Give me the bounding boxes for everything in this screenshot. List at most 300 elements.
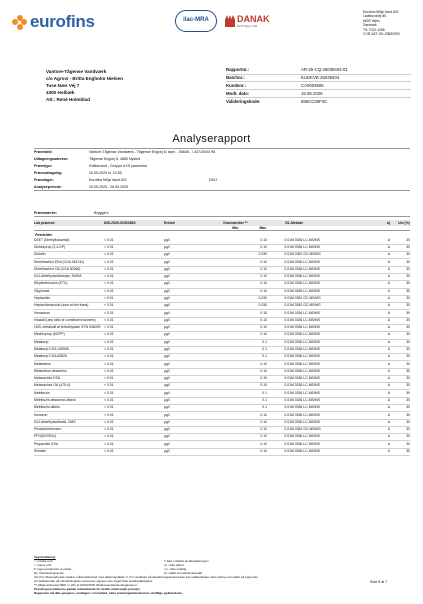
legend-note: a) Usikkerheder på mikrobiologiske parametre oplyses som logaritmisk standardafvigelse [34, 579, 153, 584]
cell-unit: µg/l [164, 310, 170, 315]
cell-result: < 0.01 [104, 245, 114, 250]
cell-unit: µg/l [164, 346, 170, 351]
table-row [34, 405, 410, 412]
table-row [34, 354, 410, 361]
cell-min [204, 332, 239, 334]
meta-label: Batchnr.: [226, 75, 245, 81]
cell-dl: 0.01 [284, 346, 291, 351]
cell-max: 0.10 [260, 434, 267, 439]
cell-accreditation: A [387, 427, 390, 432]
cell-unit: µg/l [164, 296, 170, 300]
cell-dl: 0.01 [284, 317, 291, 322]
header-method: Metode [291, 221, 304, 225]
cell-min [204, 289, 239, 291]
cell-method: M 0336 LC-MS/MS [291, 368, 320, 373]
company-address-line: Tlf: 7022 4256 [363, 27, 385, 32]
cell-dl: 0.01 [284, 448, 291, 453]
cell-min [204, 383, 239, 385]
meta-value: 15.05.2025 [301, 90, 323, 96]
cell-dl: 0.01 [284, 245, 291, 250]
cell-min [204, 420, 239, 422]
cell-method: M 0336 LC-MS/MS [291, 376, 320, 381]
cell-min [204, 434, 239, 436]
cell-method: M 0336 LC-MS/MS [291, 434, 320, 439]
cell-accreditation: A [387, 266, 390, 271]
cell-uncertainty: 30 [406, 354, 410, 359]
cell-result: < 0.01 [104, 361, 114, 366]
cell-min [204, 340, 239, 342]
cell-parameter: Metazachlor ESA [34, 376, 61, 381]
company-address-line: CVR-VAT: DK-29822990 [363, 32, 400, 37]
cell-unit: µg/l [164, 412, 170, 417]
cell-accreditation: A [387, 325, 390, 330]
cell-uncertainty: 30 [406, 317, 410, 322]
recipient-line: Tuse Næs Vej 7 [46, 83, 80, 89]
table-row [34, 303, 410, 310]
cell-method: M 0336 LC-MS/MS [291, 405, 320, 410]
cell-uncertainty: 30 [406, 303, 410, 308]
cell-result: < 0.01 [104, 376, 114, 381]
cell-method: M 0352 GC-MS/MS [291, 296, 321, 300]
table-row [34, 281, 410, 288]
cell-dl: 0.01 [284, 376, 291, 381]
cell-max: 0.1 [262, 390, 267, 395]
cell-uncertainty: 30 [406, 266, 410, 271]
company-address [363, 10, 400, 37]
cell-parameter: Imazalil (any ratio of constituent isomers) [34, 317, 96, 322]
cell-method: M 0336 LC-MS/MS [291, 397, 320, 402]
sample-info-row [34, 149, 410, 156]
table-row [34, 369, 410, 376]
cell-method: M 0336 LC-MS/MS [291, 383, 320, 388]
cell-min [204, 252, 239, 254]
cell-unit: µg/l [164, 405, 170, 410]
company-address-line: Danmark [363, 23, 377, 28]
table-row [34, 420, 410, 427]
header-param: Lab prøvenr: [34, 221, 56, 225]
cell-result: < 0.01 [104, 354, 114, 359]
cell-method: M 0336 LC-MS/MS [291, 448, 320, 453]
table-row [34, 325, 410, 332]
header-result: 835-2025-01500892 [104, 221, 136, 225]
legend-item: <: mindre end [34, 559, 53, 564]
company-address-line: Eurofins Miljø Vand A/S [363, 10, 399, 14]
cell-method: M 0336 LC-MS/MS [291, 361, 320, 366]
cell-accreditation: A [387, 434, 390, 439]
logo-text: eurofins [30, 12, 95, 31]
cell-dl: 0.01 [284, 412, 291, 417]
cell-method: M 0336 LC-MS/MS [291, 332, 320, 337]
cell-max: 0.1 [262, 339, 267, 344]
cell-max: 0.10 [260, 412, 267, 417]
cell-dl: 0.01 [284, 252, 291, 257]
cell-dl: 0.01 [284, 310, 291, 315]
cell-result: < 0.01 [104, 332, 114, 337]
cell-max: 0.030 [258, 296, 267, 300]
header-unit: Enhed [164, 221, 175, 225]
cell-dl: 0.01 [284, 281, 291, 286]
meta-row [226, 97, 411, 105]
cell-unit: µg/l [164, 383, 170, 388]
footer-note: Rapporten må ikke gengives, undtagen i sin helhed, uden prøvningslaboratoriets skriftlige godkendelse. [34, 591, 183, 596]
cell-uncertainty: 30 [406, 252, 410, 257]
cell-accreditation: A [387, 296, 390, 300]
meta-label: Rapportnr.: [226, 67, 250, 73]
cell-result: < 0.01 [104, 412, 114, 417]
cell-accreditation: A [387, 390, 390, 395]
cell-accreditation: A [387, 237, 390, 242]
cell-result: < 0.01 [104, 390, 114, 395]
cell-min [204, 310, 239, 312]
table-body [34, 238, 410, 456]
cell-unit: µg/l [164, 390, 170, 395]
cell-result: < 0.01 [104, 303, 114, 308]
cell-uncertainty: 30 [406, 245, 410, 250]
header-min: Min. [232, 226, 239, 231]
cell-unit: µg/l [164, 419, 170, 424]
cell-parameter: Pentachlorbenzen [34, 427, 62, 432]
sample-info-row [34, 177, 410, 184]
table-row [34, 252, 410, 259]
eurofins-mark-icon [12, 15, 27, 30]
recipient-line: 4300 Holbæk [46, 90, 75, 96]
cell-accreditation: A [387, 441, 390, 446]
company-address-line: Ladelundvej 85 [363, 14, 387, 19]
legend-item: >: større end [34, 563, 52, 568]
cell-result: < 0.01 [104, 288, 114, 293]
cell-min [204, 347, 239, 349]
cell-result: < 0.01 [104, 259, 114, 264]
table-row [34, 274, 410, 281]
cell-result: < 0.01 [104, 405, 114, 410]
table-row [34, 449, 410, 456]
legend-item: DL: Detektionsgrænse [34, 571, 64, 576]
cell-min [204, 318, 239, 320]
group-label: Pesticider [35, 232, 53, 237]
cell-parameter: Dimethachlor ESA (CGA 354742) [34, 259, 85, 264]
cell-min [204, 281, 239, 283]
cell-accreditation: A [387, 310, 390, 315]
cell-accreditation: A [387, 281, 390, 286]
cell-parameter: Dichlorprop (2,4-DP) [34, 245, 66, 250]
cell-result: < 0.01 [104, 325, 114, 330]
cell-dl: 0.01 [284, 303, 291, 308]
sample-info-label: Prøvetager: [34, 177, 54, 182]
cell-uncertainty: 30 [406, 434, 410, 439]
cell-accreditation: A [387, 245, 390, 250]
cell-max: 0.10 [260, 245, 267, 250]
cell-parameter: Metribuzin-diketo [34, 405, 60, 410]
cell-parameter: Metamitron [34, 361, 51, 366]
table-row [34, 267, 410, 274]
cell-max: 0.030 [258, 303, 267, 308]
cell-min [204, 412, 239, 414]
cell-min [204, 441, 239, 443]
crown-icon [225, 15, 235, 27]
cell-min [204, 449, 239, 451]
cell-accreditation: A [387, 339, 390, 344]
cell-parameter: Metalaxyl [34, 339, 49, 344]
cell-parameter: Metribuzin [34, 390, 50, 395]
cell-min [204, 361, 239, 363]
cell-max: 0.10 [260, 361, 267, 366]
legend [34, 555, 410, 595]
cell-unit: µg/l [164, 448, 170, 453]
company-address-line: 6600 Vejen [363, 18, 380, 23]
cell-method: M 0336 LC-MS/MS [291, 354, 320, 359]
sample-info-row [34, 183, 410, 190]
cell-unit: µg/l [164, 361, 170, 366]
cell-max: 0.030 [258, 252, 267, 257]
cell-result: < 0.01 [104, 266, 114, 271]
cell-min [204, 267, 239, 269]
recipient-line: Att.: René Holmblad [46, 97, 90, 103]
cell-method: M 0352 GC-MS/MS [291, 427, 321, 432]
cell-min [204, 303, 239, 305]
meta-row [226, 66, 411, 74]
cell-method: M 0336 LC-MS/MS [291, 310, 320, 315]
cell-parameter: Propachlor ESA [34, 441, 59, 446]
table-row [34, 347, 410, 354]
danak-sub: TEST Reg.nr. 168 [237, 24, 257, 28]
cell-unit: µg/l [164, 332, 170, 337]
cell-unit: µg/l [164, 397, 170, 402]
cell-method: M 0336 LC-MS/MS [291, 441, 320, 446]
cell-unit: µg/l [164, 303, 170, 308]
cell-result: < 0.01 [104, 339, 114, 344]
cell-result: < 0.01 [104, 434, 114, 439]
header-a: a) [386, 221, 390, 225]
cell-parameter: Hexazinon [34, 310, 51, 315]
cell-parameter: Glyphosat [34, 288, 50, 293]
cell-unit: µg/l [164, 252, 170, 257]
cell-result: < 0.01 [104, 383, 114, 388]
cell-dl: 0.01 [284, 296, 291, 300]
cell-parameter: Heptachlorepoxid (sum af cis+trans) [34, 303, 89, 308]
cell-max: 0.10 [260, 274, 267, 279]
cell-result: < 0.01 [104, 317, 114, 322]
cell-max: 0.10 [260, 441, 267, 446]
cell-unit: µg/l [164, 368, 170, 373]
meta-value: EUDKVE-25039404 [301, 75, 340, 81]
cell-min [204, 296, 239, 298]
cell-dl: 0.01 [284, 288, 291, 293]
cell-unit: µg/l [164, 266, 170, 271]
cell-result: < 0.01 [104, 427, 114, 432]
cell-dl: 0.01 [284, 397, 291, 402]
cell-unit: µg/l [164, 427, 170, 432]
sample-info-label: Prøveudtagning: [34, 170, 63, 175]
sample-mark [34, 210, 410, 217]
cell-parameter: N,N-dimethylsulfamid, DMS [34, 419, 76, 424]
cell-dl: 0.01 [284, 274, 291, 279]
cell-unit: µg/l [164, 274, 170, 279]
cell-min [204, 398, 239, 400]
cell-uncertainty: 30 [406, 441, 410, 446]
cell-result: < 0.01 [104, 441, 114, 446]
cell-result: < 0.01 [104, 237, 114, 242]
cell-max: 0.1 [262, 405, 267, 410]
cell-parameter: Metamitron-desamino [34, 368, 67, 373]
table-row [34, 296, 410, 303]
cell-accreditation: A [387, 332, 390, 337]
cell-parameter: Metalaxyl CGA 62826 [34, 354, 67, 359]
meta-row [226, 74, 411, 82]
cell-parameter: Metribuzin-desamino-diketo [34, 397, 76, 402]
legend-note: **) Miljøministeriets BEK nr 221 af 20/02/2025 (Drikkevandsbekendtgørelsen). [34, 583, 138, 588]
table-row [34, 289, 410, 296]
table-row [34, 427, 410, 434]
cell-unit: µg/l [164, 288, 170, 293]
cell-uncertainty: 30 [406, 448, 410, 453]
cell-dl: 0.01 [284, 259, 291, 264]
cell-dl: 0.01 [284, 441, 291, 446]
cell-method: M 0336 LC-MS/MS [291, 266, 320, 271]
sample-info-value: Vantore-Tågense Vandværk - Tågense Engvej 6; taph. - 55648 - / 43710004 98 [89, 150, 216, 155]
cell-accreditation: A [387, 259, 390, 264]
table-row [34, 259, 410, 266]
table-row [34, 238, 410, 245]
cell-unit: µg/l [164, 441, 170, 446]
cell-uncertainty: 30 [406, 288, 410, 293]
cell-method: M 0336 LC-MS/MS [291, 412, 320, 417]
cell-method: M 0336 LC-MS/MS [291, 274, 320, 279]
table-row [34, 318, 410, 325]
table-row [34, 434, 410, 441]
cell-uncertainty: 30 [406, 296, 410, 300]
cell-dl: 0.01 [284, 354, 291, 359]
cell-unit: µg/l [164, 376, 170, 381]
cell-parameter: Dimethachlor OA (CGA 50266) [34, 266, 81, 271]
cell-method: M 0336 LC-MS/MS [291, 237, 320, 242]
sample-mark-value: Bryggers [94, 210, 109, 215]
meta-row [226, 89, 411, 97]
cell-max: 0.10 [260, 368, 267, 373]
table-row [34, 332, 410, 339]
cell-accreditation: A [387, 412, 390, 417]
cell-max: 0.10 [260, 427, 267, 432]
cell-min [204, 274, 239, 276]
cell-max: 0.10 [260, 281, 267, 286]
cell-min [204, 238, 239, 240]
cell-method: M 0352 GC-MS/MS [291, 252, 321, 257]
legend-item: i.p.: ikke påvist [164, 563, 184, 568]
legend-item: *) ikke omfattet af akkrediteringen [164, 559, 209, 564]
sample-info-label: Udtagningsadresse: [34, 157, 69, 162]
cell-min [204, 369, 239, 371]
cell-uncertainty: 30 [406, 419, 410, 424]
cell-method: M 0336 LC-MS/MS [291, 281, 320, 286]
cell-min [204, 427, 239, 429]
cell-dl: 0.01 [284, 339, 291, 344]
table-row [34, 412, 410, 419]
meta-value: 556CC06F4C [301, 98, 328, 104]
sample-info-extra: DKIJ [209, 177, 217, 182]
table-row [34, 376, 410, 383]
cell-min [204, 245, 239, 247]
accreditation-logos [175, 10, 270, 32]
meta-row [226, 81, 411, 89]
cell-method: M 0352 GC-MS/MS [291, 303, 321, 308]
cell-max: 0.1 [262, 354, 267, 359]
cell-uncertainty: 30 [406, 237, 410, 242]
cell-uncertainty: 30 [406, 346, 410, 351]
table-row [34, 245, 410, 252]
cell-result: < 0.01 [104, 281, 114, 286]
table-row [34, 340, 410, 347]
cell-unit: µg/l [164, 245, 170, 250]
cell-method: M 0336 LC-MS/MS [291, 419, 320, 424]
cell-max: 0.10 [260, 332, 267, 337]
cell-max: 0.10 [260, 448, 267, 453]
cell-min [204, 354, 239, 356]
cell-result: < 0.01 [104, 448, 114, 453]
cell-accreditation: A [387, 419, 390, 424]
sample-info-value: 15.05.2025 - 26.05.2025 [89, 184, 129, 189]
cell-uncertainty: 30 [406, 259, 410, 264]
cell-dl: 0.01 [284, 266, 291, 271]
legend-grid [34, 559, 410, 575]
results-table [34, 220, 410, 456]
legend-item: i.m.: ikke målelig [164, 567, 187, 572]
cell-result: < 0.01 [104, 419, 114, 424]
cell-max: 0.10 [260, 317, 267, 322]
table-row [34, 383, 410, 390]
cell-unit: µg/l [164, 237, 170, 242]
table-row [34, 390, 410, 397]
cell-accreditation: A [387, 383, 390, 388]
cell-result: < 0.01 [104, 310, 114, 315]
meta-label: Kundenr.: [226, 83, 247, 89]
cell-uncertainty: 30 [406, 383, 410, 388]
cell-min [204, 259, 239, 261]
cell-uncertainty: 30 [406, 310, 410, 315]
cell-unit: µg/l [164, 259, 170, 264]
cell-uncertainty: 30 [406, 274, 410, 279]
sample-info-row [34, 156, 410, 163]
cell-uncertainty: 30 [406, 339, 410, 344]
cell-max: 0.10 [260, 383, 267, 388]
sample-info-value: Drikkevand - Gruppe A+B parametre [89, 164, 148, 169]
cell-max: 0.10 [260, 288, 267, 293]
meta-value: CA0003605 [301, 83, 324, 89]
cell-uncertainty: 30 [406, 427, 410, 432]
table-row [34, 310, 410, 317]
cell-uncertainty: 30 [406, 281, 410, 286]
cell-unit: µg/l [164, 354, 170, 359]
page-number: Side 5 af 7 [370, 580, 388, 584]
ilac-mra-logo: ilac-MRA [175, 10, 217, 32]
cell-parameter: Mechloprop (MCPP) [34, 332, 65, 337]
legend-item: #: ingen parametre er påvist [34, 567, 72, 572]
danak-text: DANAK [237, 14, 270, 25]
cell-unit: µg/l [164, 434, 170, 439]
cell-accreditation: A [387, 368, 390, 373]
report-meta [226, 66, 411, 104]
sample-info-label: Analyseperiode: [34, 184, 62, 189]
table-row [34, 441, 410, 448]
cell-parameter: Metazachlor OA (479-4) [34, 383, 70, 388]
cell-dl: 0.01 [284, 405, 291, 410]
cell-parameter: LM3, metabolit af terbuthylazin SYN 546009 [34, 325, 101, 330]
cell-accreditation: A [387, 354, 390, 359]
cell-uncertainty: 30 [406, 332, 410, 337]
cell-max: 0.10 [260, 376, 267, 381]
cell-dl: 0.01 [284, 361, 291, 366]
danak-logo [225, 14, 270, 28]
cell-parameter: Metalaxyl CGA 108906 [34, 346, 69, 351]
cell-max: 0.1 [262, 397, 267, 402]
